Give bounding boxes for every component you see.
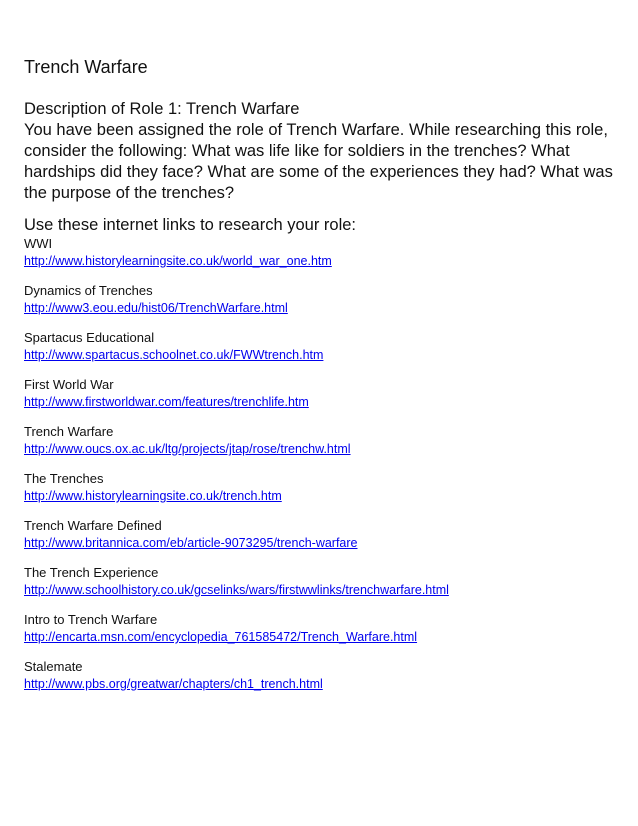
research-link-url[interactable]: http://www.oucs.ox.ac.uk/ltg/projects/jtap/rose/trenchw.html (24, 442, 351, 456)
document-title: Trench Warfare (24, 57, 148, 77)
research-link-item (24, 329, 624, 376)
research-link-name: WWI (24, 236, 53, 251)
research-link-url[interactable]: http://www.historylearningsite.co.uk/world_war_one.htm (24, 254, 332, 268)
research-link-item (24, 658, 624, 705)
research-link-url[interactable]: http://encarta.msn.com/encyclopedia_761585472/Trench_Warfare.html (24, 630, 418, 644)
role-description-section (24, 99, 624, 204)
research-link-url[interactable]: http://www.schoolhistory.co.uk/gcselinks/wars/firstwwlinks/trenchwarfare.html (24, 583, 449, 597)
research-link-url[interactable]: http://www.firstworldwar.com/features/trenchlife.htm (24, 395, 309, 409)
research-link-item (24, 235, 624, 282)
research-link-item (24, 611, 624, 658)
research-link-url[interactable]: http://www.spartacus.schoolnet.co.uk/FWWtrench.htm (24, 348, 324, 362)
research-link-name: Intro to Trench Warfare (24, 612, 158, 627)
research-link-url[interactable]: http://www.britannica.com/eb/article-9073295/trench-warfare (24, 536, 358, 550)
research-link-item (24, 282, 624, 329)
research-link-url[interactable]: http://www.historylearningsite.co.uk/trench.htm (24, 489, 282, 503)
research-link-name: Dynamics of Trenches (24, 283, 153, 298)
research-link-name: Trench Warfare (24, 424, 114, 439)
research-link-url[interactable]: http://www.pbs.org/greatwar/chapters/ch1_trench.html (24, 677, 323, 691)
research-link-list (24, 235, 624, 705)
research-link-name: Trench Warfare Defined (24, 518, 162, 533)
research-link-name: Stalemate (24, 659, 83, 674)
research-links-heading: Use these internet links to research your role: (24, 216, 356, 234)
research-link-name: First World War (24, 377, 114, 392)
research-link-name: The Trenches (24, 471, 104, 486)
research-link-url[interactable]: http://www3.eou.edu/hist06/TrenchWarfare.html (24, 301, 288, 315)
research-link-name: Spartacus Educational (24, 330, 155, 345)
role-heading: Description of Role 1: Trench Warfare (24, 100, 300, 118)
research-link-item (24, 564, 624, 611)
research-link-item (24, 376, 624, 423)
research-link-name: The Trench Experience (24, 565, 159, 580)
role-description-text: You have been assigned the role of Trench Warfare. While researching this role, consider the following: What was life like for soldiers in the trenches? What hardships did they face? What are some of the experiences they had? What was the purpose of the trenches? (24, 121, 613, 202)
research-link-item (24, 423, 624, 470)
research-link-item (24, 470, 624, 517)
research-link-item (24, 517, 624, 564)
